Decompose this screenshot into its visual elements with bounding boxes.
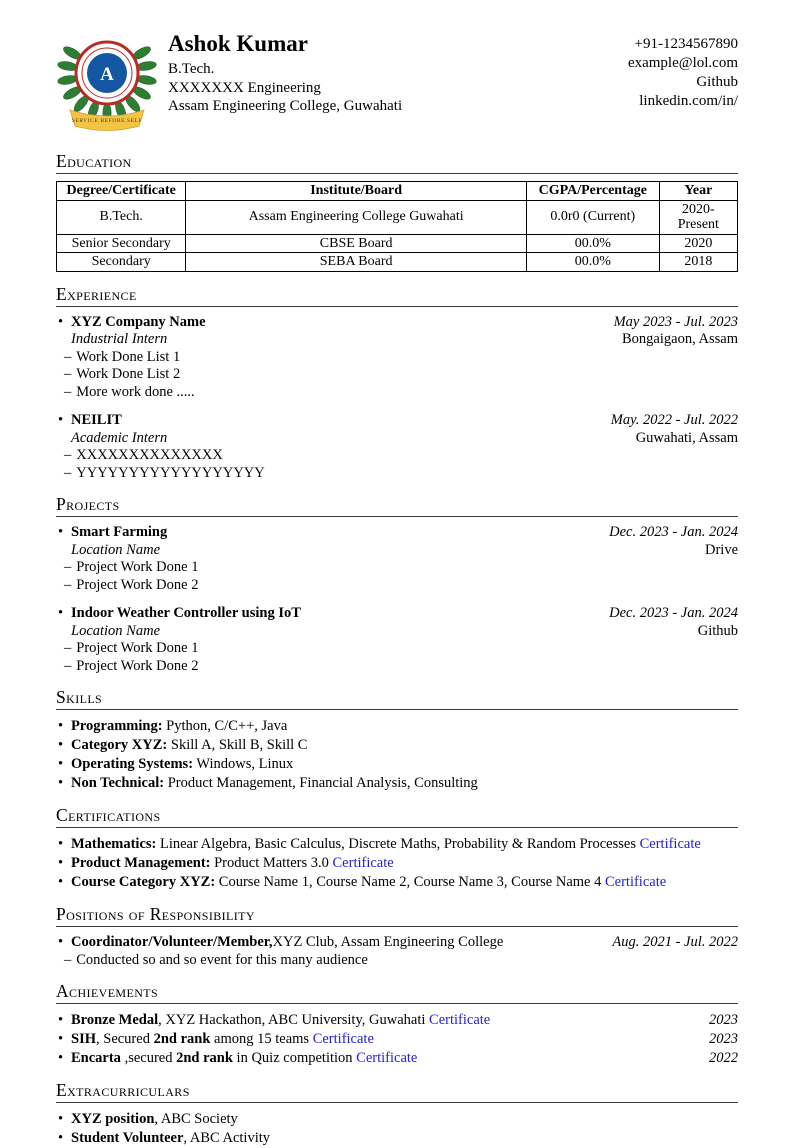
dash-marker: –: [64, 464, 72, 481]
contact-block: [628, 35, 738, 111]
bullet-marker: •: [58, 756, 64, 772]
company-name: XYZ Company Name: [71, 313, 206, 330]
project-entry: [56, 605, 738, 675]
education-table: [56, 181, 738, 272]
extracurricular-text: , ABC Society: [154, 1111, 238, 1127]
achievement-bold: Encarta: [71, 1050, 121, 1066]
entry-subheader-row: [56, 331, 738, 349]
skill-label: Non Technical:: [71, 775, 165, 791]
bullet-marker: •: [58, 605, 64, 621]
cell-year: 2018: [659, 253, 737, 272]
achievement-text2: among 15 teams: [210, 1031, 313, 1047]
section-achievements: [56, 981, 738, 1068]
identity-block: [168, 24, 402, 116]
entry-header-row: [56, 412, 738, 430]
extracurricular-bold: XYZ position: [71, 1111, 155, 1127]
section-positions: [56, 904, 738, 969]
work-bullet: [56, 366, 738, 384]
work-bullet-text: XXXXXXXXXXXXXX: [76, 447, 223, 463]
certificate-link[interactable]: Certificate: [332, 855, 394, 871]
position-dates: Aug. 2021 - Jul. 2022: [612, 934, 738, 950]
entry-header-row: [56, 524, 738, 542]
skill-value: Product Management, Financial Analysis, Consulting: [164, 775, 478, 791]
skill-label: Category XYZ:: [71, 737, 168, 753]
col-cgpa: CGPA/Percentage: [526, 182, 659, 201]
entry-subheader-row: [56, 542, 738, 560]
bullet-marker: •: [58, 718, 64, 734]
candidate-name: Ashok Kumar: [168, 31, 308, 56]
project-name: Indoor Weather Controller using IoT: [71, 605, 301, 621]
company-name: NEILIT: [71, 412, 122, 428]
section-certifications: [56, 805, 738, 892]
bullet-marker: •: [58, 1031, 64, 1047]
dash-marker: –: [64, 383, 72, 400]
bullet-marker: •: [58, 836, 64, 852]
achievements-title: Achievements: [56, 981, 159, 1001]
section-rule: [56, 926, 738, 927]
certification-value: Linear Algebra, Basic Calculus, Discrete Maths, Probability & Random Processes: [156, 836, 640, 852]
achievement-year: 2022: [709, 1050, 738, 1066]
dash-marker: –: [64, 640, 72, 656]
skill-value: Skill A, Skill B, Skill C: [167, 737, 308, 753]
section-rule: [56, 1003, 738, 1004]
achievement-bold2: 2nd rank: [176, 1050, 233, 1066]
work-bullet: [56, 447, 738, 465]
section-rule: [56, 516, 738, 517]
bullet-marker: •: [58, 855, 64, 871]
entry-dates: May 2023 - Jul. 2023: [613, 313, 738, 330]
bullet-marker: •: [58, 1050, 64, 1066]
dash-marker: –: [64, 657, 72, 674]
section-skills: [56, 687, 738, 793]
cell-degree: Senior Secondary: [57, 234, 186, 253]
entry-dates: Dec. 2023 - Jan. 2024: [609, 605, 738, 621]
section-rule: [56, 827, 738, 828]
education-row: [57, 253, 738, 272]
entry-header-row: [56, 605, 738, 623]
skill-value: Python, C/C++, Java: [162, 718, 288, 734]
cell-degree: Secondary: [57, 253, 186, 272]
college-logo-icon: [56, 24, 158, 134]
position-line: [56, 934, 503, 952]
section-extracurriculars: [56, 1080, 738, 1148]
project-name: Smart Farming: [71, 524, 168, 540]
positions-title: Positions of Responsibility: [56, 904, 255, 924]
certification-label: Product Management:: [71, 855, 211, 871]
skill-item: [56, 717, 738, 736]
project-location: Location Name: [71, 541, 161, 558]
bullet-marker: •: [58, 1130, 64, 1146]
cell-year: 2020-Present: [659, 200, 737, 234]
bullet-marker: •: [58, 1012, 64, 1028]
section-rule: [56, 306, 738, 307]
bullet-marker: •: [58, 412, 64, 428]
skills-title: Skills: [56, 687, 103, 707]
project-entry: [56, 524, 738, 594]
certificate-link[interactable]: Certificate: [429, 1012, 491, 1028]
entry-title-line: [56, 605, 301, 623]
entry-header-row: [56, 314, 738, 332]
skill-label: Programming:: [71, 718, 163, 734]
dash-marker: –: [64, 576, 72, 593]
certification-item: [56, 835, 738, 854]
position-row: [56, 934, 738, 952]
phone-number: +91-1234567890: [634, 36, 738, 52]
position-bullet: [56, 952, 738, 970]
logo-motto: SERVICE BEFORE SELF: [71, 118, 143, 124]
extracurricular-bold: Student Volunteer: [71, 1130, 184, 1146]
certificate-link[interactable]: Certificate: [639, 836, 701, 852]
work-bullet-text: Project Work Done 2: [76, 576, 199, 593]
achievement-year: 2023: [709, 1012, 738, 1028]
bullet-marker: •: [58, 1111, 64, 1127]
work-bullet-text: Project Work Done 2: [76, 657, 199, 674]
bullet-marker: •: [58, 874, 64, 890]
work-bullet: [56, 658, 738, 676]
position-role: Coordinator/Volunteer/Member,: [71, 934, 273, 950]
work-bullet-text: Work Done List 2: [76, 366, 181, 382]
work-bullet: [56, 384, 738, 402]
bullet-marker: •: [58, 737, 64, 753]
experience-title: Experience: [56, 283, 137, 304]
header: [56, 24, 738, 139]
dash-marker: –: [64, 366, 72, 382]
entry-subheader-row: [56, 430, 738, 448]
entry-location: Guwahati, Assam: [635, 429, 738, 446]
skill-item: [56, 736, 738, 755]
github-link[interactable]: Github: [696, 74, 738, 90]
achievement-bold: Bronze Medal: [71, 1012, 159, 1028]
entry-dates: May. 2022 - Jul. 2022: [610, 412, 738, 428]
entry-title-line: [56, 314, 206, 332]
achievement-row: [56, 1011, 738, 1030]
section-rule: [56, 1102, 738, 1103]
education-row: [57, 234, 738, 253]
certification-item: [56, 854, 738, 873]
branch-line: XXXXXXX Engineering: [168, 79, 321, 96]
certification-item: [56, 873, 738, 892]
dash-marker: –: [64, 951, 72, 968]
work-bullet: [56, 640, 738, 658]
achievement-text: , Secured: [96, 1031, 154, 1047]
cell-institute: CBSE Board: [186, 234, 527, 253]
work-bullet: [56, 577, 738, 595]
cell-institute: Assam Engineering College Guwahati: [186, 200, 527, 234]
certification-value: Product Matters 3.0: [210, 855, 333, 871]
project-link[interactable]: Drive: [704, 541, 738, 558]
certificate-link[interactable]: Certificate: [604, 874, 667, 890]
achievement-row: [56, 1049, 738, 1068]
achievement-row: [56, 1030, 738, 1049]
certifications-title: Certifications: [56, 805, 161, 825]
education-header-row: [57, 182, 738, 201]
col-year: Year: [659, 182, 737, 201]
work-bullet: [56, 559, 738, 577]
section-education: [56, 151, 738, 272]
experience-entry: [56, 412, 738, 482]
position-bullet-text: Conducted so and so event for this many audience: [76, 951, 368, 968]
cell-institute: SEBA Board: [186, 253, 527, 272]
skill-item: [56, 755, 738, 774]
entry-subheader-row: [56, 623, 738, 641]
certificate-link[interactable]: Certificate: [312, 1031, 374, 1047]
achievement-line: [56, 1030, 374, 1049]
work-bullet-text: Project Work Done 1: [76, 640, 199, 656]
skill-label: Operating Systems:: [71, 756, 194, 772]
cell-year: 2020: [659, 234, 737, 253]
bullet-marker: •: [58, 313, 64, 330]
education-row: [57, 200, 738, 234]
work-bullet: [56, 349, 738, 367]
cell-cgpa: 00.0%: [526, 234, 659, 253]
certificate-link[interactable]: Certificate: [356, 1050, 418, 1066]
entry-role: Academic Intern: [71, 429, 168, 446]
achievement-year: 2023: [709, 1031, 738, 1047]
achievement-bold: SIH: [71, 1031, 96, 1047]
dash-marker: –: [64, 447, 72, 463]
cell-cgpa: 0.0r0 (Current): [526, 200, 659, 234]
achievement-line: [56, 1011, 490, 1030]
cell-degree: B.Tech.: [57, 200, 186, 234]
skill-item: [56, 774, 738, 793]
achievement-bold2: 2nd rank: [153, 1031, 211, 1047]
entry-dates: Dec. 2023 - Jan. 2024: [609, 524, 738, 540]
bullet-marker: •: [58, 524, 64, 540]
entry-role: Industrial Intern: [71, 331, 168, 347]
section-rule: [56, 173, 738, 174]
linkedin-link[interactable]: linkedin.com/in/: [639, 93, 738, 109]
extracurricular-text: , ABC Activity: [183, 1130, 271, 1146]
education-title: Education: [56, 151, 132, 171]
entry-title-line: [56, 412, 122, 430]
skill-value: Windows, Linux: [193, 756, 294, 772]
project-link[interactable]: Github: [697, 622, 738, 639]
section-projects: [56, 494, 738, 675]
achievement-text2: in Quiz competition: [232, 1050, 357, 1066]
certification-value: Course Name 1, Course Name 2, Course Name 3, Course Name 4: [215, 874, 605, 890]
bullet-marker: •: [58, 934, 64, 950]
bullet-marker: •: [58, 775, 64, 791]
achievement-text: ,secured: [120, 1050, 177, 1066]
project-location: Location Name: [71, 622, 161, 639]
projects-title: Projects: [56, 494, 120, 514]
work-bullet-text: Project Work Done 1: [76, 559, 199, 575]
logo-monogram: A: [100, 64, 114, 85]
work-bullet-text: More work done .....: [76, 383, 195, 400]
entry-title-line: [56, 524, 167, 542]
section-experience: [56, 284, 738, 483]
dash-marker: –: [64, 559, 72, 575]
section-rule: [56, 709, 738, 710]
extracurricular-item: [56, 1129, 738, 1148]
degree-line: B.Tech.: [168, 61, 215, 77]
achievement-text: , XYZ Hackathon, ABC University, Guwahati: [158, 1012, 430, 1028]
extracurricular-item: [56, 1110, 738, 1129]
col-degree: Degree/Certificate: [57, 182, 186, 201]
college-logo: [56, 24, 158, 139]
certification-label: Mathematics:: [71, 836, 157, 852]
entry-location: Bongaigaon, Assam: [622, 331, 738, 347]
experience-entry: [56, 314, 738, 402]
certification-label: Course Category XYZ:: [71, 874, 216, 890]
email-link[interactable]: example@lol.com: [627, 55, 738, 71]
cell-cgpa: 00.0%: [526, 253, 659, 272]
col-institute: Institute/Board: [186, 182, 527, 201]
position-org: XYZ Club, Assam Engineering College: [272, 934, 504, 950]
achievement-line: [56, 1049, 417, 1068]
extracurriculars-title: Extracurriculars: [56, 1080, 190, 1100]
college-line: Assam Engineering College, Guwahati: [168, 98, 403, 114]
work-bullet-text: Work Done List 1: [76, 348, 181, 365]
dash-marker: –: [64, 348, 72, 365]
work-bullet-text: YYYYYYYYYYYYYYYYYY: [76, 464, 265, 481]
work-bullet: [56, 465, 738, 483]
